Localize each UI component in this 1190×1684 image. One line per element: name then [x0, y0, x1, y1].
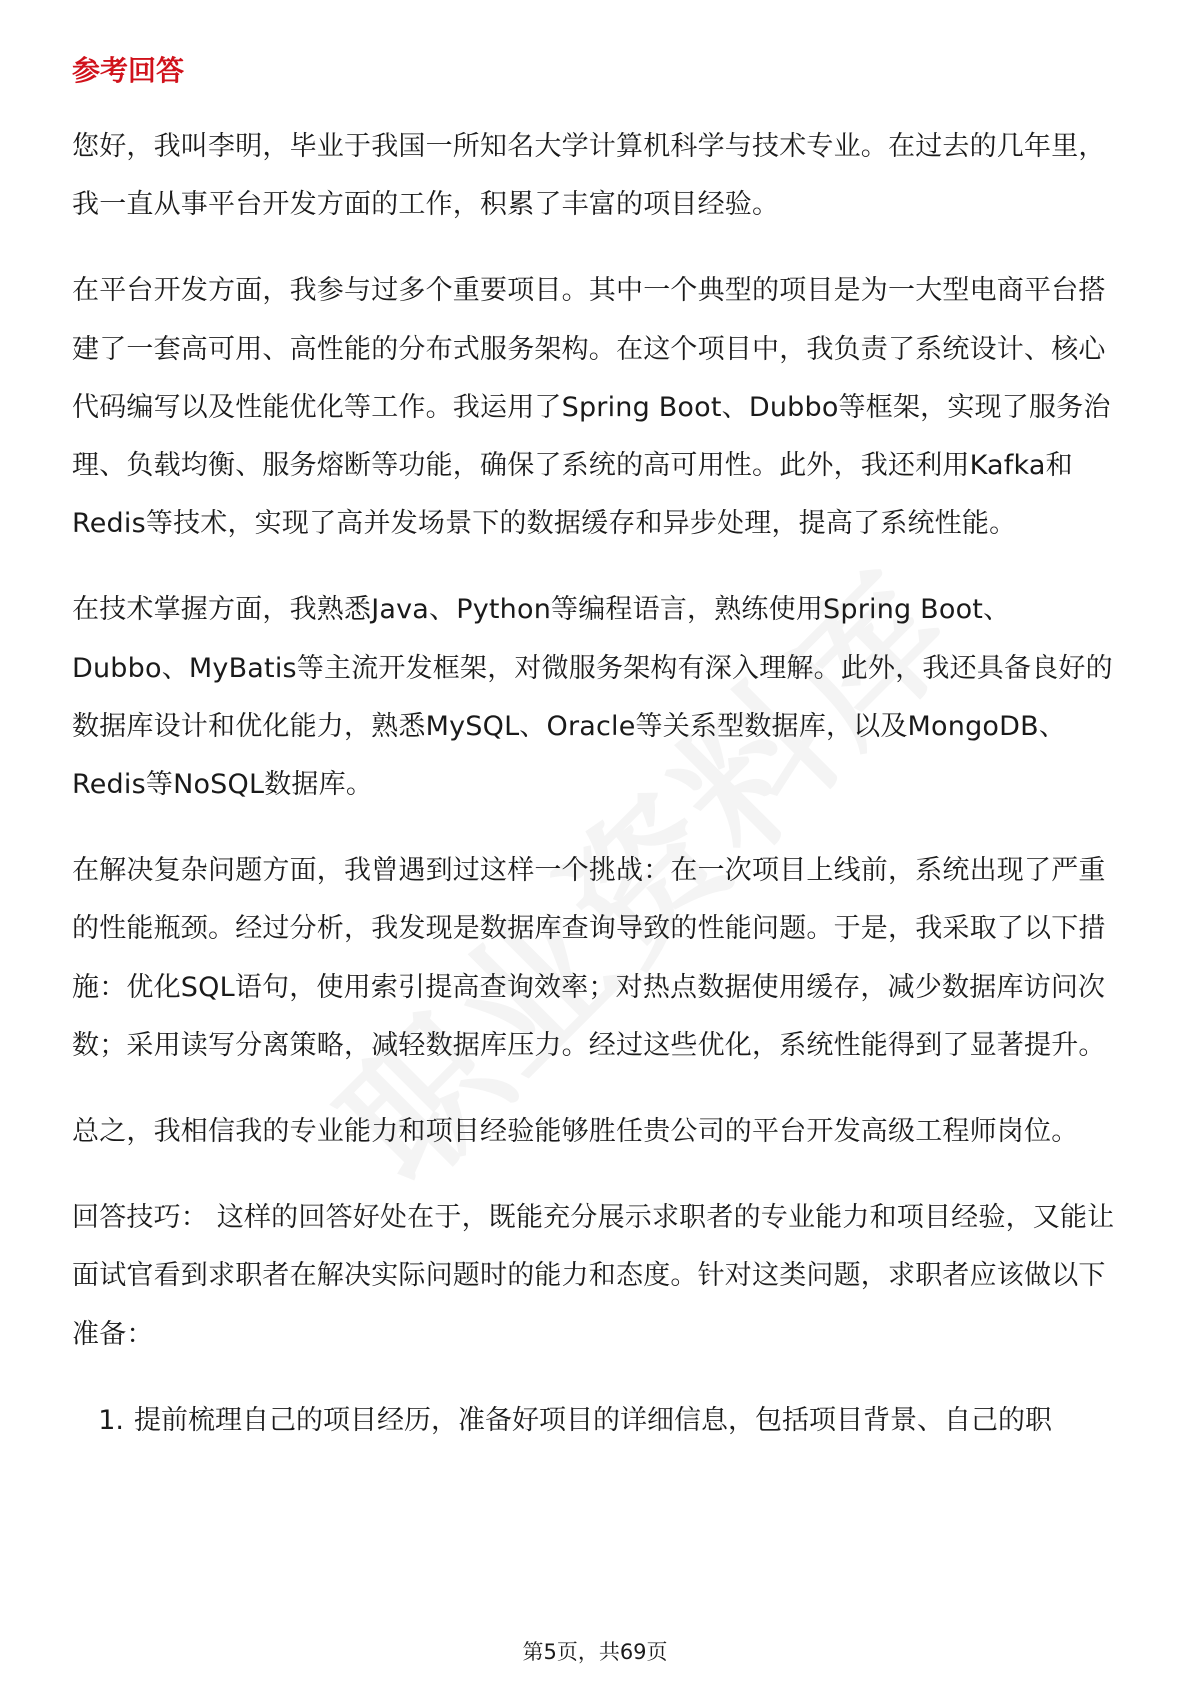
preparation-list — [72, 1392, 1122, 1450]
paragraph-tips: 回答技巧： 这样的回答好处在于，既能充分展示求职者的专业能力和项目经验，又能让面试官看到求职者在解决实际问题时的能力和态度。针对这类问题，求职者应该做以下准备： — [72, 1202, 1115, 1350]
list-item — [72, 1392, 1122, 1450]
page-footer: 第5页，共69页 — [522, 1640, 668, 1664]
paragraph-summary: 总之，我相信我的专业能力和项目经验能够胜任贵公司的平台开发高级工程师岗位。 — [72, 1116, 1079, 1148]
list-item-number: 1. — [98, 1404, 124, 1436]
document-body — [72, 46, 1122, 1450]
paragraph-problem-solving: 在解决复杂问题方面，我曾遇到过这样一个挑战：在一次项目上线前，系统出现了严重的性能瓶颈。经过分析，我发现是数据库查询导致的性能问题。于是，我采取了以下措施：优化SQL语句，使用索引提高查询效率；对热点数据使用缓存，减少数据库访问次数；采用读写分离策略，减轻数据库压力。经过这些优化，系统性能得到了显著提升。 — [72, 855, 1106, 1061]
paragraph-platform-dev: 在平台开发方面，我参与过多个重要项目。其中一个典型的项目是为一大型电商平台搭建了一套高可用、高性能的分布式服务架构。在这个项目中，我负责了系统设计、核心代码编写以及性能优化等工作。我运用了Spring Boot、Dubbo等框架，实现了服务治理、负载均衡、服务熔断等功能，确保了系统的高可用性。此外，我还利用Kafka和Redis等技术，实现了高并发场景下的数据缓存和异步处理，提高了系统性能。 — [72, 275, 1111, 540]
list-item-text: 提前梳理自己的项目经历，准备好项目的详细信息，包括项目背景、自己的职 — [134, 1404, 1052, 1436]
section-heading: 参考回答 — [72, 54, 185, 87]
paragraph-tech-skills: 在技术掌握方面，我熟悉Java、Python等编程语言，熟练使用Spring Boot、Dubbo、MyBatis等主流开发框架，对微服务架构有深入理解。此外，我还具备良好的数据库设计和优化能力，熟悉MySQL、Oracle等关系型数据库，以及MongoDB、Redis等NoSQL数据库。 — [72, 594, 1113, 801]
paragraph-intro: 您好，我叫李明，毕业于我国一所知名大学计算机科学与技术专业。在过去的几年里，我一直从事平台开发方面的工作，积累了丰富的项目经验。 — [72, 131, 1106, 221]
